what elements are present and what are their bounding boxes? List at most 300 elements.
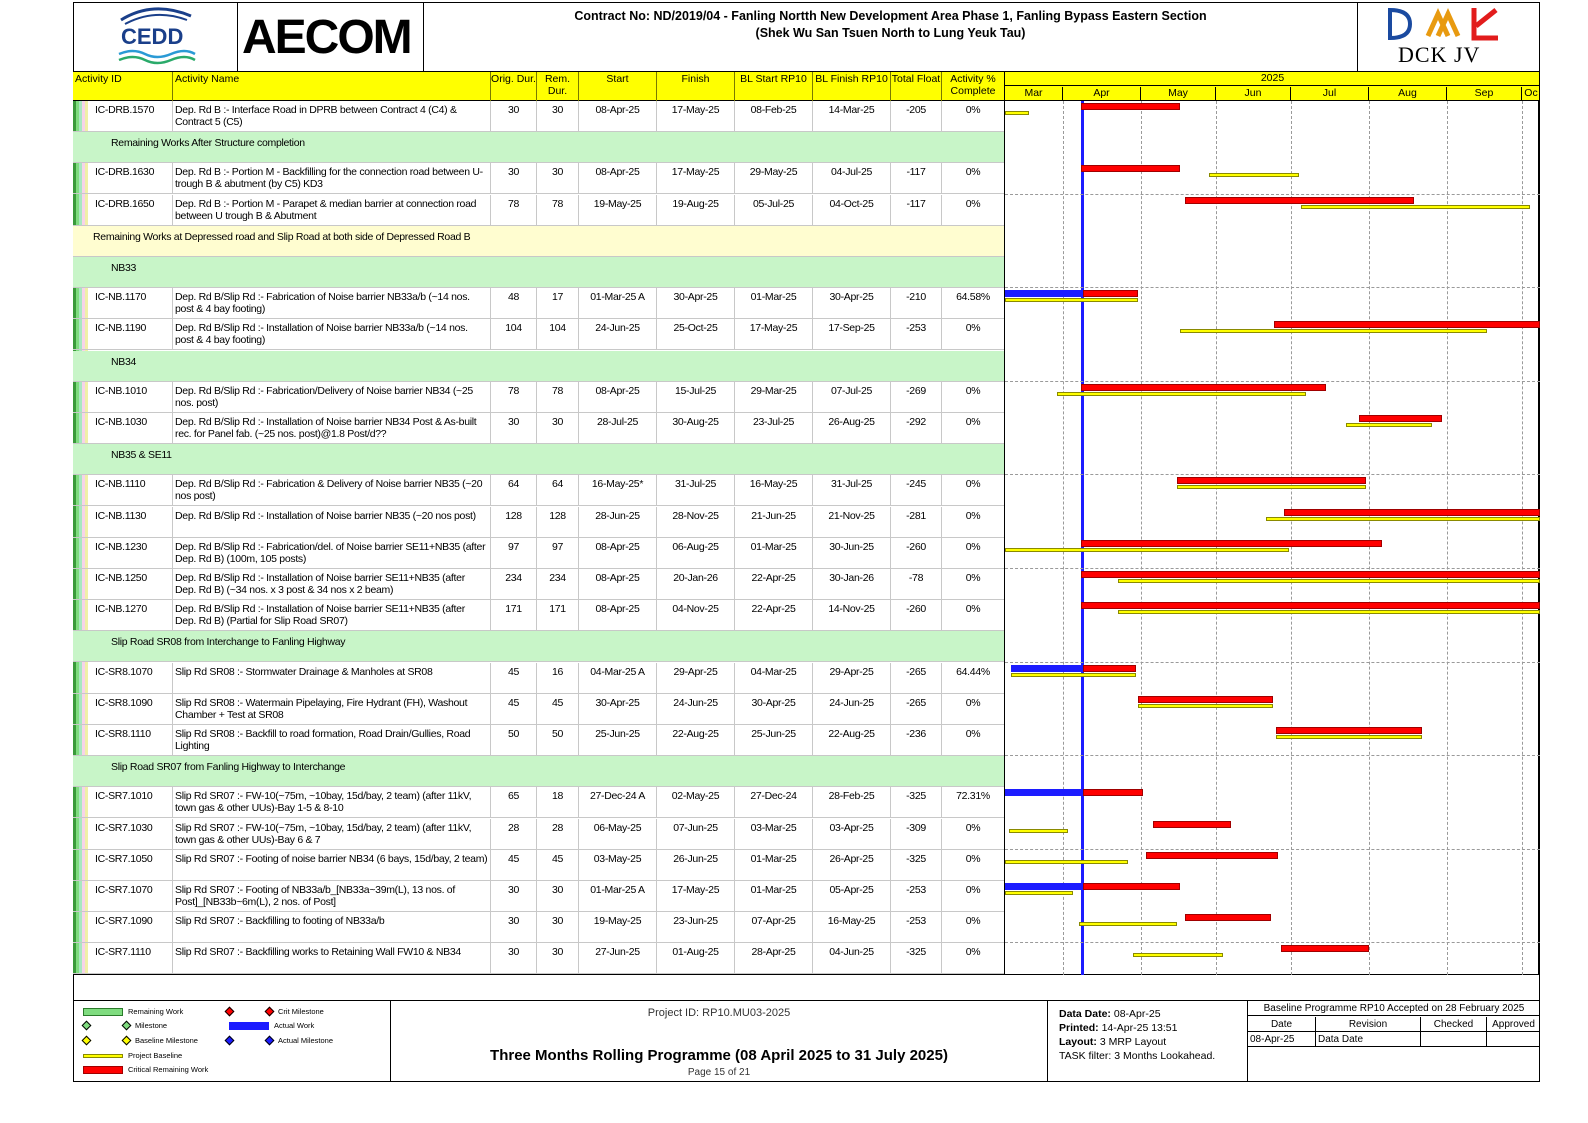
cell-bls: 05-Jul-25 [735,195,813,226]
cell-id: IC-NB.1130 [73,507,173,538]
cell-blf: 04-Jun-25 [813,943,891,974]
cell-start: 27-Jun-25 [579,943,657,974]
month-may: May [1141,87,1216,101]
cell-start: 08-Apr-25 [579,101,657,132]
month-gridline [1447,101,1448,975]
wbs-group-row [73,257,1004,288]
group-title: NB34 [111,355,137,368]
month-apr: Apr [1063,87,1141,101]
cell-orig: 30 [491,943,537,974]
cell-orig: 30 [491,912,537,943]
programme-title: Three Months Rolling Programme (08 April 2025 to 31 July 2025) [490,1047,948,1064]
baseline-bar [1057,392,1306,396]
cell-blf: 03-Apr-25 [813,819,891,850]
critical-remaining-bar [1153,821,1231,828]
activity-row [73,538,1004,569]
cell-blf: 26-Aug-25 [813,413,891,444]
cell-id: IC-SR8.1090 [73,694,173,725]
cell-blf: 07-Jul-25 [813,382,891,413]
cell-name: Slip Rd SR08 :- Stormwater Drainage & Manholes at SR08 [173,663,491,694]
activity-row [73,195,1004,226]
baseline-bar [1005,860,1128,864]
activity-row [73,163,1004,194]
group-title: Remaining Works After Structure completion [111,137,305,150]
row-gridline [1005,942,1540,943]
cell-name: Dep. Rd B/Slip Rd :- Installation of Noise barrier NB33a/b (~14 nos. post & 4 bay footing) [173,319,491,350]
cell-blf: 21-Nov-25 [813,507,891,538]
cell-orig: 50 [491,725,537,756]
cell-id: IC-SR7.1050 [73,850,173,881]
cell-float: -325 [891,787,942,818]
legend [73,1001,391,1082]
cell-float: -269 [891,382,942,413]
baseline-bar [1005,298,1138,302]
activity-row [73,725,1004,756]
cell-start: 01-Mar-25 A [579,288,657,319]
row-gridline [1005,131,1540,132]
cell-pct: 0% [965,821,981,834]
cell-finish: 20-Jan-26 [657,569,735,600]
cell-blf: 04-Oct-25 [813,195,891,226]
cell-finish: 19-Aug-25 [657,195,735,226]
cell-float: -253 [891,881,942,912]
cell-name: Slip Rd SR07 :- FW-10(~75m, ~10bay, 15d/bay, 2 team) (after 11kV, town gas & other UUs)-Bay 1-5 & 8-10 [173,787,491,818]
document-header [73,2,1540,72]
cell-blf: 26-Apr-25 [813,850,891,881]
cell-blf: 04-Jul-25 [813,163,891,194]
cell-start: 24-Jun-25 [579,319,657,350]
baseline-bar [1118,579,1540,583]
cell-orig: 48 [491,288,537,319]
actual-milestone-icon [265,1036,275,1046]
rev-row-date: 08-Apr-25 [1248,1032,1316,1047]
print-info: Data Date: 08-Apr-25 Printed: 14-Apr-25 13:51 Layout: 3 MRP Layout TASK filter: 3 Months Lookahead. [1048,1001,1248,1082]
cell-orig: 30 [491,163,537,194]
row-gridline [1005,693,1540,694]
critical-remaining-bar [1081,165,1180,172]
activity-row [73,819,1004,850]
row-gridline [1005,194,1540,195]
cell-blf: 22-Aug-25 [813,725,891,756]
cell-pct: 0% [965,166,981,179]
cell-start: 08-Apr-25 [579,600,657,631]
actual-work-bar [1005,789,1081,796]
cell-start: 08-Apr-25 [579,538,657,569]
contract-title: Contract No: ND/2019/04 - Fanling Nortth New Development Area Phase 1, Fanling Bypass Eastern Section (Shek Wu San Tsuen North to Lung Yeuk Tau) [574,9,1207,40]
group-title: NB35 & SE11 [111,449,172,462]
row-gridline [1005,256,1540,257]
cell-finish: 30-Apr-25 [657,288,735,319]
legend-remaining-work: Remaining Work [83,1007,183,1016]
activity-row [73,288,1004,319]
cell-name: Dep. Rd B/Slip Rd :- Installation of Noise barrier SE11+NB35 (after Dep. Rd B) (Partial for Slip Road SR07) [173,600,491,631]
cell-id: IC-NB.1110 [73,475,173,506]
cell-id: IC-NB.1250 [73,569,173,600]
cell-float: -265 [891,663,942,694]
dck-emblem-icon [1358,4,1541,44]
month-gridline [1063,101,1064,975]
cell-id: IC-SR7.1010 [73,787,173,818]
cell-name: Dep. Rd B/Slip Rd :- Fabrication/Delivery of Noise barrier NB34 (~25 nos. post) [173,382,491,413]
cell-blf: 31-Jul-25 [813,475,891,506]
month-gridline [1141,101,1142,975]
activity-row [73,912,1004,943]
activity-row [73,507,1004,538]
cell-orig: 65 [491,787,537,818]
cell-float: -117 [891,163,942,194]
critical-remaining-bar [1359,415,1442,422]
row-gridline [1005,974,1540,975]
baseline-bar [1346,423,1432,427]
cell-id: IC-DRB.1650 [73,195,173,226]
critical-remaining-bar [1185,197,1415,204]
cell-pct: 0% [965,603,981,616]
cell-rem: 30 [537,101,579,132]
cell-float: -210 [891,288,942,319]
project-id: Project ID: RP10.MU03-2025 [647,1007,791,1019]
activity-row [73,413,1004,444]
cell-orig: 78 [491,382,537,413]
cell-finish: 28-Nov-25 [657,507,735,538]
cell-float: -325 [891,850,942,881]
baseline-milestone-icon [122,1036,132,1046]
row-gridline [1005,599,1540,600]
critical-remaining-bar [1081,602,1540,609]
row-gridline [1005,474,1540,475]
row-gridline [1005,568,1540,569]
cell-rem: 97 [537,538,579,569]
critical-remaining-bar [1081,571,1540,578]
cell-blf: 16-May-25 [813,912,891,943]
cell-float: -117 [891,195,942,226]
cell-finish: 07-Jun-25 [657,819,735,850]
activity-row [73,101,1004,132]
cell-bls: 08-Feb-25 [735,101,813,132]
critical-remaining-bar [1081,384,1326,391]
cell-rem: 30 [537,881,579,912]
cell-blf: 30-Apr-25 [813,288,891,319]
month-mar: Mar [1005,87,1063,101]
cell-orig: 128 [491,507,537,538]
cell-float: -253 [891,912,942,943]
cell-start: 16-May-25* [579,475,657,506]
baseline-bar [1011,673,1136,677]
cell-blf: 14-Mar-25 [813,101,891,132]
cell-pct: 0% [965,322,981,335]
wbs-group-row [73,351,1004,382]
critical-remaining-bar [1083,789,1143,796]
cell-start: 03-May-25 [579,850,657,881]
activity-row [73,475,1004,506]
row-gridline [1005,287,1540,288]
row-gridline [1005,849,1540,850]
cell-rem: 50 [537,725,579,756]
milestone-icon [122,1021,132,1031]
cell-name: Slip Rd SR08 :- Watermain Pipelaying, Fire Hydrant (FH), Washout Chamber + Test at SR08 [173,694,491,725]
cell-id: IC-NB.1230 [73,538,173,569]
cell-pct: 0% [965,478,981,491]
cell-rem: 45 [537,694,579,725]
cell-pct: 0% [965,884,981,896]
actual-work-bar [1011,665,1081,672]
rev-row-revision: Data Date [1316,1032,1421,1047]
cell-float: -78 [891,569,942,600]
cell-start: 06-May-25 [579,819,657,850]
cell-finish: 15-Jul-25 [657,382,735,413]
baseline-bar [1301,205,1529,209]
cell-bls: 23-Jul-25 [735,413,813,444]
cell-name: Slip Rd SR07 :- Footing of NB33a/b_[NB33a~39m(L), 13 nos. of Post]_[NB33b~6m(L), 2 nos. of Post] [173,881,491,912]
activity-row [73,881,1004,912]
cell-start: 30-Apr-25 [579,694,657,725]
row-gridline [1005,162,1540,163]
cell-rem: 17 [537,288,579,319]
cell-name: Dep. Rd B/Slip Rd :- Fabrication & Delivery of Noise barrier NB35 (~20 nos post) [173,475,491,506]
group-title: Slip Road SR08 from Interchange to Fanling Highway [111,636,346,649]
col-bl-start: BL Start RP10 [735,72,813,101]
row-gridline [1005,537,1540,538]
month-gridline [1522,101,1523,975]
data-date: 08-Apr-25 [1113,1008,1161,1020]
baseline-bar [1005,891,1073,895]
cell-start: 25-Jun-25 [579,725,657,756]
cell-bls: 01-Mar-25 [735,288,813,319]
cell-finish: 06-Aug-25 [657,538,735,569]
critical-remaining-bar [1146,852,1279,859]
critical-remaining-bar [1081,540,1381,547]
crit-milestone-icon [225,1007,235,1017]
month-gridline [1369,101,1370,975]
wbs-band-row [73,226,1004,257]
wbs-group-row [73,444,1004,475]
cell-orig: 234 [491,569,537,600]
row-gridline [1005,818,1540,819]
critical-remaining-bar [1083,883,1180,890]
cell-id: IC-SR7.1070 [73,881,173,912]
rev-header-approved: Approved [1487,1017,1540,1032]
cell-float: -260 [891,538,942,569]
cell-blf: 14-Nov-25 [813,600,891,631]
cell-finish: 22-Aug-25 [657,725,735,756]
cell-name: Dep. Rd B :- Portion M - Parapet & median barrier at connection road between U trough B & Abutment [173,195,491,226]
cell-orig: 45 [491,663,537,694]
month-jun: Jun [1216,87,1291,101]
baseline-note: Baseline Programme RP10 Accepted on 28 February 2025 [1248,1001,1540,1016]
cell-rem: 78 [537,195,579,226]
cell-rem: 104 [537,319,579,350]
cell-id: IC-SR8.1070 [73,663,173,694]
actual-milestone-icon [225,1036,235,1046]
cell-pct: 64.44% [956,665,990,678]
cell-pct: 0% [965,915,981,928]
printed-date: 14-Apr-25 13:51 [1101,1022,1178,1034]
legend-milestone: Milestone [83,1021,167,1030]
activity-row [73,382,1004,413]
baseline-bar [1177,485,1366,489]
cell-rem: 16 [537,663,579,694]
row-gridline [1005,911,1540,912]
cell-id: IC-DRB.1570 [73,101,173,132]
cell-blf: 28-Feb-25 [813,787,891,818]
cell-finish: 30-Aug-25 [657,413,735,444]
cell-bls: 22-Apr-25 [735,600,813,631]
critical-remaining-bar [1083,290,1138,297]
cell-finish: 01-Aug-25 [657,943,735,974]
cell-blf: 30-Jun-25 [813,538,891,569]
cell-name: Slip Rd SR08 :- Backfill to road formation, Road Drain/Gullies, Road Lighting [173,725,491,756]
cell-orig: 171 [491,600,537,631]
activity-row [73,943,1004,974]
baseline-bar [1005,548,1289,552]
cell-rem: 64 [537,475,579,506]
cell-name: Dep. Rd B :- Portion M - Backfilling for the connection road between U-trough B & abutment (by C5) KD3 [173,163,491,194]
cell-name: Slip Rd SR07 :- FW-10(~75m, ~10bay, 15d/bay, 2 team) (after 11kV, town gas & other UUs)-Bay 6 & 7 [173,819,491,850]
activity-row [73,850,1004,881]
col-rem-dur: Rem. Dur. [537,72,579,101]
baseline-bar [1079,922,1178,926]
row-gridline [1005,786,1540,787]
legend-project-baseline: Project Baseline [83,1051,182,1060]
baseline-bar [1209,173,1299,177]
cell-bls: 03-Mar-25 [735,819,813,850]
cell-orig: 45 [491,850,537,881]
col-activity-name: Activity Name [173,72,491,101]
cell-float: -292 [891,413,942,444]
baseline-bar [1005,111,1029,115]
cell-rem: 171 [537,600,579,631]
cell-float: -260 [891,600,942,631]
cell-id: IC-SR8.1110 [73,725,173,756]
dck-logo: DCK JV [1357,2,1540,72]
cell-name: Slip Rd SR07 :- Footing of noise barrier NB34 (6 bays, 15d/bay, 2 team) [173,850,491,881]
cell-rem: 45 [537,850,579,881]
col-bl-finish: BL Finish RP10 [813,72,891,101]
baseline-bar [1009,829,1068,833]
baseline-bar [1266,517,1540,521]
cell-pct: 0% [965,197,981,210]
cell-blf: 29-Apr-25 [813,663,891,694]
cell-bls: 01-Mar-25 [735,538,813,569]
cedd-logo: CEDD [73,2,238,72]
cell-bls: 28-Apr-25 [735,943,813,974]
cell-float: -265 [891,694,942,725]
month-gridline [1216,101,1217,975]
cell-float: -325 [891,943,942,974]
cell-start: 01-Mar-25 A [579,881,657,912]
critical-remaining-bar [1185,914,1271,921]
activity-row [73,569,1004,600]
cell-id: IC-NB.1270 [73,600,173,631]
cell-blf: 30-Jan-26 [813,569,891,600]
group-title: Remaining Works at Depressed road and Slip Road at both side of Depressed Road B [93,230,471,243]
cell-orig: 97 [491,538,537,569]
revision-block [1248,1001,1540,1082]
cell-bls: 16-May-25 [735,475,813,506]
cell-pct: 0% [965,416,981,428]
cell-id: IC-SR7.1110 [73,943,173,974]
cell-id: IC-NB.1030 [73,413,173,444]
cell-name: Dep. Rd B/Slip Rd :- Installation of Noise barrier NB35 (~20 nos post) [173,507,491,538]
baseline-bar [1133,953,1223,957]
legend-actual-work: Actual Work [229,1021,314,1030]
column-header-row [73,72,1004,101]
timescale-header [1004,72,1539,101]
cell-bls: 22-Apr-25 [735,569,813,600]
month-sep: Sep [1447,87,1522,101]
cell-pct: 0% [965,852,981,865]
crit-milestone-icon [265,1007,275,1017]
cell-float: -281 [891,507,942,538]
cell-bls: 01-Mar-25 [735,881,813,912]
cell-name: Slip Rd SR07 :- Backfilling works to Retaining Wall FW10 & NB34 [173,943,491,974]
cell-start: 04-Mar-25 A [579,663,657,694]
critical-remaining-bar [1177,477,1366,484]
row-gridline [1005,662,1540,663]
row-gridline [1005,755,1540,756]
legend-baseline-milestone: Baseline Milestone [83,1036,198,1045]
gantt-chart [1004,101,1539,975]
critical-remaining-bar [1274,321,1541,328]
rev-header-revision: Revision [1316,1017,1421,1032]
data-date-line [1081,101,1084,975]
cell-bls: 07-Apr-25 [735,912,813,943]
col-finish: Finish [657,72,735,101]
cell-bls: 27-Dec-24 [735,787,813,818]
cell-rem: 30 [537,912,579,943]
cell-finish: 04-Nov-25 [657,600,735,631]
cell-start: 08-Apr-25 [579,569,657,600]
row-gridline [1005,443,1540,444]
rev-header-date: Date [1248,1017,1316,1032]
cell-id: IC-SR7.1030 [73,819,173,850]
cell-blf: 05-Apr-25 [813,881,891,912]
cell-finish: 17-May-25 [657,163,735,194]
critical-remaining-bar [1284,509,1541,516]
legend-crit-milestone: Crit Milestone [226,1007,324,1016]
cell-name: Slip Rd SR07 :- Backfilling to footing of NB33a/b [173,912,491,943]
actual-work-bar [1005,290,1081,297]
cell-bls: 29-Mar-25 [735,382,813,413]
baseline-bar [1180,329,1487,333]
legend-actual-milestone: Actual Milestone [226,1036,333,1045]
rev-row-approved [1487,1032,1540,1047]
activity-row [73,787,1004,818]
cell-pct: 0% [965,728,981,740]
critical-remaining-bar [1083,665,1136,672]
activity-row [73,600,1004,631]
baseline-bar [1138,704,1273,708]
aecom-logo: AECOM [238,2,424,72]
wbs-group-row [73,631,1004,662]
cell-orig: 45 [491,694,537,725]
cell-float: -253 [891,319,942,350]
cell-pct: 0% [965,384,981,397]
cell-id: IC-DRB.1630 [73,163,173,194]
cell-float: -205 [891,101,942,132]
cell-blf: 24-Jun-25 [813,694,891,725]
col-pct-complete: Activity % Complete [950,73,996,97]
activity-row [73,663,1004,694]
cell-bls: 21-Jun-25 [735,507,813,538]
cell-bls: 30-Apr-25 [735,694,813,725]
month-oct: Oc [1524,87,1538,99]
cell-name: Dep. Rd B/Slip Rd :- Fabrication of Noise barrier NB33a/b (~14 nos. post & 4 bay footing) [173,288,491,319]
project-block [391,1001,1048,1082]
activity-row [73,319,1004,350]
wbs-group-row [73,756,1004,787]
timescale-year: 2025 [1005,72,1540,86]
row-gridline [1005,412,1540,413]
